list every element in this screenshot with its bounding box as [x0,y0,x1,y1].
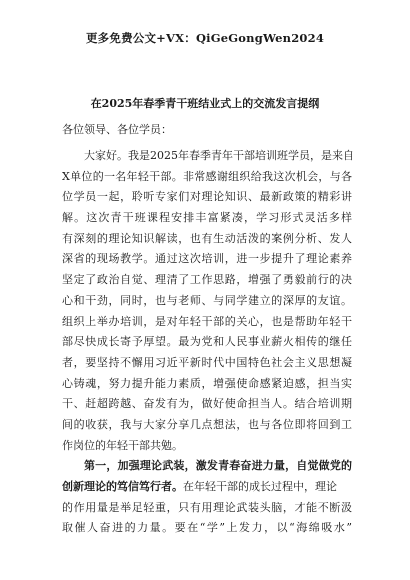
body-line: 心和干劲，同时，也与老师、与同学建立的深厚的友谊。 [62,293,352,307]
body-line-fragment: 在年轻干部的成长过程中，理论 [183,480,337,493]
body-line: 取催人奋进的力量。要在“学”上发力，以“海绵吸水” [62,521,352,535]
body-line: 间的收获，我与大家分享几点想法，也与各位即将回到工 [62,417,352,431]
body-line: 的作用量是举足轻重，只有用理论武装头脑，才能不断汲 [62,500,352,514]
document-title: 在2025年春季青干班结业式上的交流发言提纲 [90,97,320,110]
body-line: 部尽快成长寄予厚望。最为党和人民事业薪火相传的继任 [62,335,352,349]
body-line: 位学员一起，聆听专家们对理论知识、最新政策的精彩讲 [62,190,352,204]
salutation: 各位领导、各位学员： [62,123,172,136]
body-line: 干、赶超跨越、奋发有为，做好使命担当人。结合培训期 [62,397,352,411]
section-heading-line [62,477,352,498]
body-line: 组织上举办培训，是对年轻干部的关心，也是帮助年轻干 [62,314,352,328]
body-line: 大家好。我是2025年春季青年干部培训班学员，是来自 [84,149,354,162]
body-line: 解。这次青干班课程安排丰富紧凑，学习形式灵活多样 [62,211,352,225]
body-line: 作岗位的年轻干部共勉。 [62,438,183,452]
body-line: 坚定了政治自觉、理清了工作思路，增强了勇毅前行的决 [62,273,352,287]
body-line: 有深刻的理论知识解读，也有生动活泼的案例分析、发人 [62,231,352,245]
document-body [62,146,352,539]
body-line: 心铸魂，努力提升能力素质，增强使命感紧迫感，担当实 [62,376,352,390]
header-watermark-text: 更多免费公文+VX：QiGeGongWen2024 [85,31,325,45]
body-line: 者，要坚持不懈用习近平新时代中国特色社会主义思想凝 [62,355,352,369]
section-heading-tail: 创新理论的笃信笃行者。 [62,480,183,493]
body-line: 深省的现场教学。通过这次培训，进一步提升了理论素养 [62,252,352,266]
section-heading-line: 第一，加强理论武装，激发青春奋进力量，自觉做党的 [84,459,352,473]
body-line: X单位的一名年轻干部。非常感谢组织给我这次机会，与各 [62,169,352,183]
